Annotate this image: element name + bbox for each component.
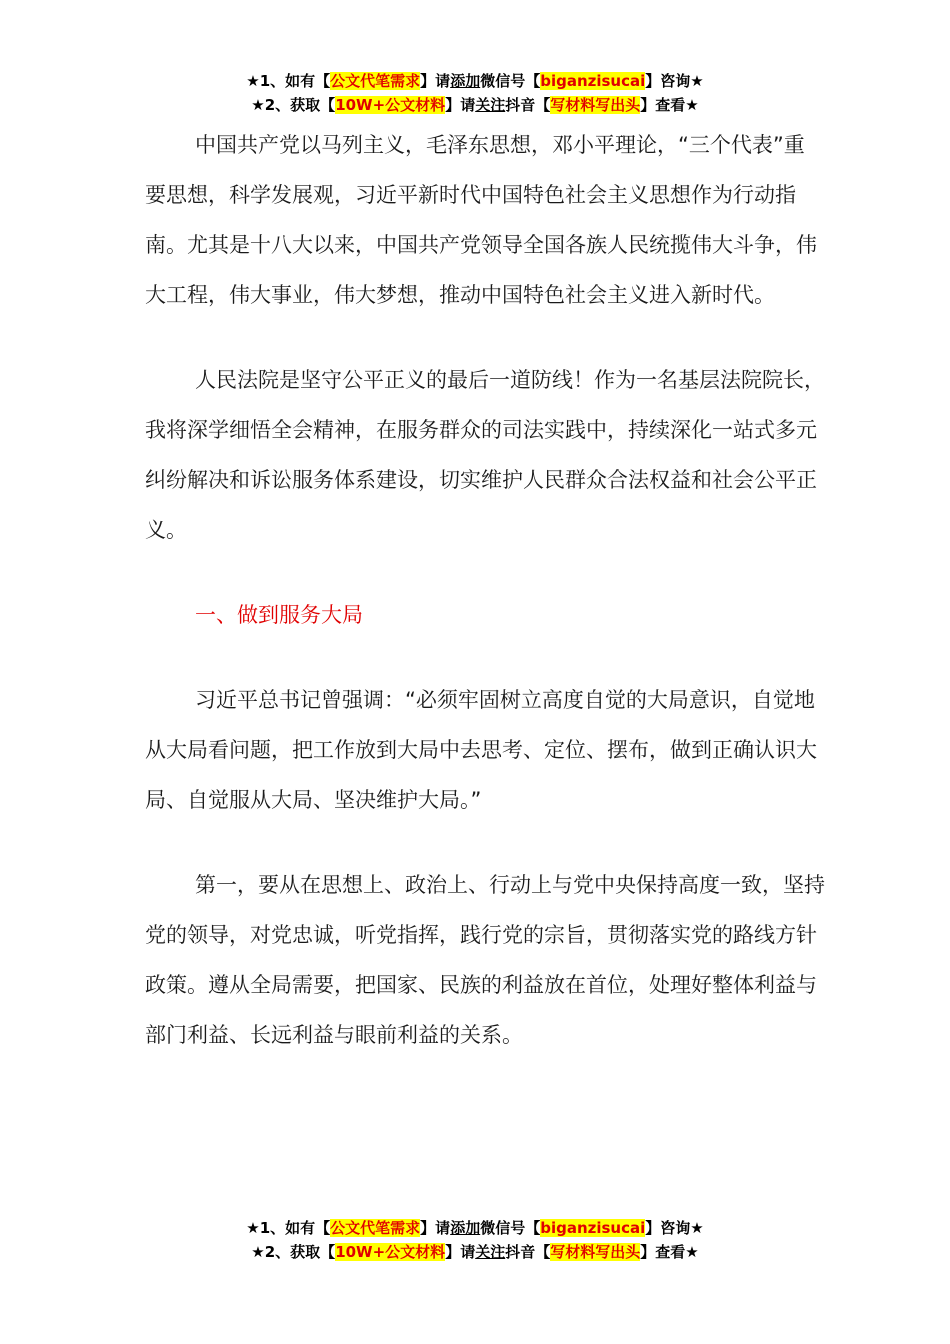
banner-underline: 关注 bbox=[475, 96, 506, 114]
banner-line-2 bbox=[0, 93, 950, 117]
banner-text: ★2、获取【 bbox=[251, 96, 336, 114]
paragraph-gap bbox=[145, 640, 825, 675]
banner-underline: 添加 bbox=[450, 1219, 481, 1237]
banner-text: ★1、如有【 bbox=[246, 1219, 331, 1237]
banner-text: 】请 bbox=[445, 1243, 476, 1261]
document-body bbox=[145, 120, 825, 1060]
banner-highlight: 10W+公文材料 bbox=[335, 96, 446, 114]
paragraph-gap bbox=[145, 555, 825, 590]
banner-text: 】查看★ bbox=[640, 96, 699, 114]
banner-highlight: 写材料写出头 bbox=[550, 1243, 641, 1261]
paragraph-3: 习近平总书记曾强调：“必须牢固树立高度自觉的大局意识，自觉地从大局看问题，把工作放到大局中去思考、定位、摆布，做到正确认识大局、自觉服从大局、坚决维护大局。” bbox=[145, 688, 817, 812]
banner-highlight: 写材料写出头 bbox=[550, 96, 641, 114]
paragraph-gap bbox=[145, 320, 825, 355]
banner-text: 】请 bbox=[445, 96, 476, 114]
paragraph-gap bbox=[145, 825, 825, 860]
banner-highlight: 公文代笔需求 bbox=[330, 1219, 421, 1237]
banner-highlight: biganzisucai bbox=[540, 1219, 646, 1237]
paragraph-1: 中国共产党以马列主义，毛泽东思想，邓小平理论，“三个代表”重要思想，科学发展观，习近平新时代中国特色社会主义思想作为行动指南。尤其是十八大以来，中国共产党领导全国各族人民统揽伟大斗争，伟大工程，伟大事业，伟大梦想，推动中国特色社会主义进入新时代。 bbox=[145, 133, 817, 307]
banner-text: 抖音【 bbox=[505, 96, 551, 114]
paragraph-4: 第一，要从在思想上、政治上、行动上与党中央保持高度一致，坚持党的领导，对党忠诚，听党指挥，践行党的宗旨，贯彻落实党的路线方针政策。遵从全局需要，把国家、民族的利益放在首位，处理好整体利益与部门利益、长远利益与眼前利益的关系。 bbox=[145, 873, 825, 1047]
section-heading: 一、做到服务大局 bbox=[195, 603, 363, 627]
banner-text: 微信号【 bbox=[480, 1219, 541, 1237]
banner-line-1 bbox=[0, 69, 950, 93]
banner-underline: 添加 bbox=[450, 72, 481, 90]
banner-text: 】查看★ bbox=[640, 1243, 699, 1261]
banner-underline: 关注 bbox=[475, 1243, 506, 1261]
banner-text: ★1、如有【 bbox=[246, 72, 331, 90]
banner-text: 】请 bbox=[420, 72, 451, 90]
banner-highlight: 10W+公文材料 bbox=[335, 1243, 446, 1261]
banner-highlight: 公文代笔需求 bbox=[330, 72, 421, 90]
banner-highlight: biganzisucai bbox=[540, 72, 646, 90]
header-banner bbox=[0, 69, 950, 117]
banner-text: ★2、获取【 bbox=[251, 1243, 336, 1261]
banner-line-2 bbox=[0, 1240, 950, 1264]
footer-banner bbox=[0, 1216, 950, 1264]
paragraph-2: 人民法院是坚守公平正义的最后一道防线！作为一名基层法院院长，我将深学细悟全会精神，在服务群众的司法实践中，持续深化一站式多元纠纷解决和诉讼服务体系建设，切实维护人民群众合法权益和社会公平正义。 bbox=[145, 368, 825, 542]
banner-text: 抖音【 bbox=[505, 1243, 551, 1261]
banner-text: 】请 bbox=[420, 1219, 451, 1237]
banner-text: 】咨询★ bbox=[645, 1219, 704, 1237]
banner-line-1 bbox=[0, 1216, 950, 1240]
banner-text: 】咨询★ bbox=[645, 72, 704, 90]
banner-text: 微信号【 bbox=[480, 72, 541, 90]
